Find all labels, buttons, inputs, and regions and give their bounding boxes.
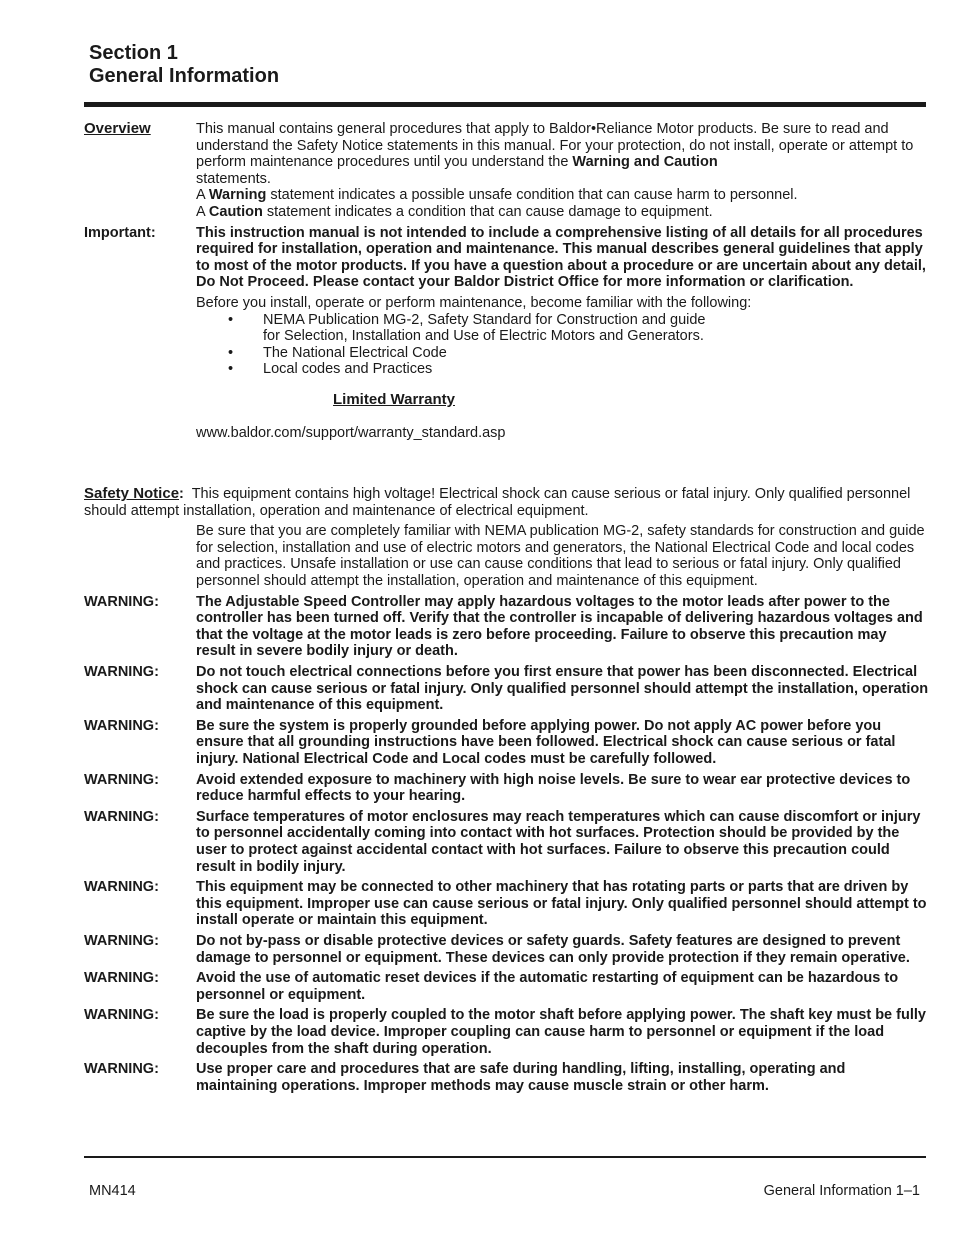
manual-number: MN414 [89,1183,136,1199]
warning-label: WARNING: [84,970,159,987]
page-content [84,121,929,1094]
warning-text: Surface temperatures of motor enclosures may reach temperatures which can cause discomfort or injury to personnel accidentally coming into contact with hot surfaces. Protection should be provided by the user to protect against accidental contact with hot surfaces. Failure to observe this precaution could result in bodily injury. [196,808,921,875]
warning-label: WARNING: [84,717,159,734]
warning-text: Use proper care and procedures that are safe during handling, lifting, installing, operating and maintaining operations. Improper methods may cause muscle strain or other harm. [196,1061,846,1094]
warning-text: The Adjustable Speed Controller may apply hazardous voltages to the motor leads after power to the controller has been turned off. Verify that the controller is incapable of delivering hazardous voltages and that the voltage at the motor leads is zero before proceeding. Failure to observe this precaution may result in severe bodily injury or death. [196,593,923,660]
warning-text: Do not by-pass or disable protective devices or safety guards. Safety features are designed to prevent damage to personnel or equipment. These devices can only provide protection if they remain operative. [196,932,910,966]
warning-item [84,933,929,966]
header-rule [84,102,926,107]
warning-label: WARNING: [84,593,159,610]
safety-notice-label: Safety Notice [84,485,180,503]
warning-text: Avoid extended exposure to machinery with high noise levels. Be sure to wear ear protective devices to reduce harmful effects to your hearing. [196,771,911,805]
warning-item [84,879,929,929]
list-item: • The National Electrical Code [228,344,447,361]
warning-text: This equipment may be connected to other machinery that has rotating parts or parts that are driven by this equipment. Improper use can cause serious or fatal injury. Only qualified personnel should attempt to install operate or maintain this equipment. [196,879,927,929]
page-number: General Information 1–1 [763,1183,920,1199]
section-header [89,42,279,88]
warning-item [84,1007,929,1057]
warranty-url[interactable]: www.baldor.com/support/warranty_standard.asp [196,424,506,441]
warning-item [84,664,929,714]
familiar-list [196,312,929,378]
section-title: General Information [89,65,280,87]
warning-text: Be sure the system is properly grounded before applying power. Do not apply AC power before you ensure that all grounding instructions have been followed. Electrical shock can cause serious or fatal injury. National Electrical Code and Local codes must be carefully followed. [196,717,896,767]
warning-item [84,594,929,660]
warning-definition: A Warning statement indicates a possible unsafe condition that can cause harm to personnel. [196,187,798,204]
overview-label: Overview [84,120,151,137]
before-you-install: Before you install, operate or perform maintenance, become familiar with the following: [196,294,752,311]
overview-text [196,121,929,221]
safety-notice-paragraph-2: Be sure that you are completely familiar with NEMA publication MG-2, safety standards for construction and guide for selection, installation and use of electric motors and generators, the National Electrical Code and local codes and practices. Unsafe installation or use can cause conditions that lead to serious or fatal injury. Only qualified personnel should attempt the installation, operation and maintenance of this equipment. [196,523,925,590]
warning-item [84,970,929,1003]
list-item: • Local codes and Practices [228,361,433,378]
list-item-continuation: for Selection, Installation and Use of Electric Motors and Generators. [263,328,704,345]
warning-label: WARNING: [84,808,159,825]
list-item: • NEMA Publication MG-2, Safety Standard for Construction and guide [228,311,706,328]
warning-item [84,772,929,805]
caution-definition: A Caution statement indicates a condition that can cause damage to equipment. [196,203,713,220]
warning-item [84,809,929,875]
safety-notice-paragraph: Safety Notice: This equipment contains high voltage! Electrical shock can cause serious or fatal injury. Only qualified personnel should attempt installation, operation and maintenance of electrical equipment. [84,485,911,519]
limited-warranty-title: Limited Warranty [333,390,455,408]
footer-rule [84,1156,926,1158]
warning-text: Do not touch electrical connections before you first ensure that power has been disconnected. Electrical shock can cause serious or fatal injury. Only qualified personnel should attempt the installation, operation and maintenance of this equipment. [196,664,929,714]
warning-label: WARNING: [84,664,159,681]
warning-label: WARNING: [84,1007,159,1024]
section-number: Section 1 [89,42,178,64]
safety-notice-section [84,486,929,519]
warning-text: Avoid the use of automatic reset devices if the automatic restarting of equipment can be hazardous to personnel or equipment. [196,970,899,1003]
warning-label: WARNING: [84,771,159,788]
overview-section [84,121,929,221]
warning-label: WARNING: [84,1061,159,1078]
warning-label: WARNING: [84,879,159,896]
warning-item [84,1061,929,1094]
important-label: Important: [84,224,156,241]
important-text: This instruction manual is not intended to include a comprehensive listing of all details for all procedures required for installation, operation and maintenance. This manual describes general guidelines that apply to most of the motor products. If you have a question about a procedure or are uncertain about any detail, Do Not Proceed. Please contact your Baldor District Office for more information or clarification. [196,224,926,291]
warning-text: Be sure the load is properly coupled to the motor shaft before applying power. The shaft key must be fully captive by the load device. Improper coupling can cause harm to personnel or equipment if the load decouples from the shaft during operation. [196,1007,926,1057]
warning-label: WARNING: [84,932,159,949]
overview-paragraph: This manual contains general procedures that apply to Baldor•Reliance Motor products. Be sure to read and understand the Safety Notice statements in this manual. For your protection, do not install, operate or attempt to perform maintenance procedures until you understand the Warning and Caution statements. [196,121,914,187]
warning-item [84,718,929,768]
important-section [84,225,929,291]
